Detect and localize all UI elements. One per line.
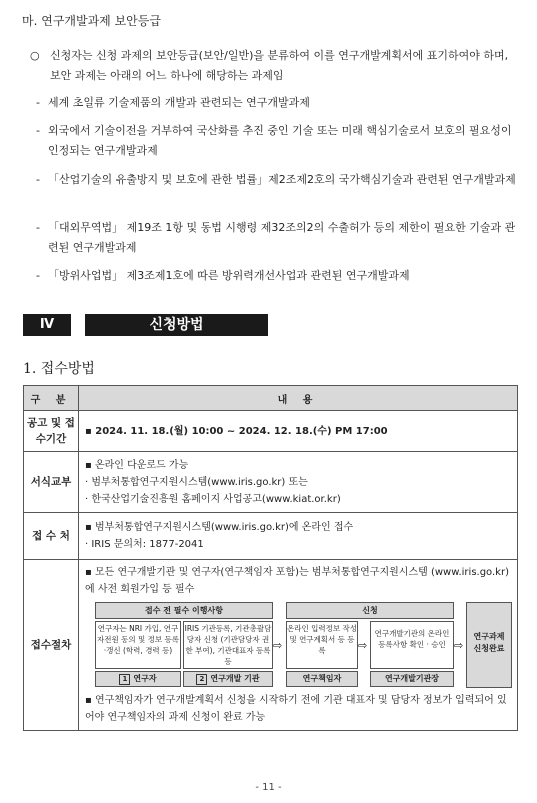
flow-footer-lead: 연구책임자 (286, 671, 358, 687)
row-label-proc: 접수절차 (24, 560, 79, 731)
header-category: 구 분 (24, 386, 79, 411)
form-content: ▪ 온라인 다운로드 가능 · 범부처통합연구지원시스템(www.iris.go.kr) 또는 · 한국산업기술진흥원 홈페이지 사업공고(www.kiat.or.kr) (79, 452, 518, 513)
flow-box-institution: IRIS 기관등록, 기관총괄담당자 신청 (기관담당자 권한 부여), 기관대표자 등록 등 (183, 621, 273, 669)
flow-final-box: 연구과제 신청완료 (466, 602, 512, 688)
table-row (24, 452, 518, 513)
flow-arrow: ⇨ (273, 639, 283, 652)
flow-box-input: 온라인 입력정보 작성 및 연구계획서 등 등록 (286, 621, 358, 669)
chapter-number: Ⅳ (23, 314, 71, 336)
page-number: - 11 - (255, 782, 282, 793)
section-title: 마. 연구개발과제 보안등급 (22, 14, 161, 28)
row-label-submit: 접 수 처 (24, 513, 79, 560)
circle-bullet: ○ (30, 49, 40, 62)
flow-box-researcher: 연구자는 NRI 가입, 연구자전원 동의 및 정보 등록·갱신 (학력, 경력 등) (95, 621, 181, 669)
table-row (24, 513, 518, 560)
flow-header-pre: 접수 전 필수 이행사항 (95, 602, 273, 619)
flow-arrow: ⇨ (454, 639, 464, 652)
flow-footer-institution: 2 연구개발 기관 (183, 671, 273, 687)
table-row (24, 411, 518, 452)
submit-content: ▪ 범부처통합연구지원시스템(www.iris.go.kr)에 온라인 접수 · IRIS 문의처: 1877-2041 (79, 513, 518, 560)
table-row (24, 560, 518, 731)
flow-footer-head: 연구개발기관장 (370, 671, 454, 687)
chapter-title: 신청방법 (85, 314, 268, 336)
row-label-form: 서식교부 (24, 452, 79, 513)
header-content: 내 용 (79, 386, 518, 411)
row-label-period: 공고 및 접수기간 (24, 411, 79, 452)
subsection-title: 1. 접수방법 (23, 361, 95, 377)
flow-header-apply: 신청 (286, 602, 454, 619)
period-text: ▪ 2024. 11. 18.(월) 10:00 ~ 2024. 12. 18.(수) PM 17:00 (79, 411, 518, 452)
proc-content: ▪ 모든 연구개발기관 및 연구자(연구책임자 포함)는 범부처통합연구지원시스템 (www.iris.go.kr)에 사전 회원가입 등 필수 접수 전 필수 이행사항 신청 연구자는 NRI 가입, 연구자전원 동의 및 정보 등록·갱신 (학력, 경력 등) IRIS 기관등록, 기관총괄담당자 신청 (기관담당자 권한 부여), 기관대표자 등록 등 ⇨ 온라인 입력정보 작성 및 연구계획서 등 등록 ⇨ 연구개발기관의 온라인 등록사항 확인 · 승인 ⇨ 연구과제 신청완료 1 연구자 2 연구개발 기관 연구책임자 연구개발기관장 ▪ 연구책임자가 연구개발계획서 신청을 시작하기 전에 기관 대표자 및 담당자 정보가 입력되어 있어야 연구책임자의 과제 신청이 완료 가능 (79, 560, 518, 731)
process-flow-diagram (95, 602, 511, 688)
table-header-row (24, 386, 518, 411)
flow-footer-researcher: 1 연구자 (95, 671, 181, 687)
flow-box-approve: 연구개발기관의 온라인 등록사항 확인 · 승인 (370, 621, 454, 669)
proc-note: ▪ 연구책임자가 연구개발계획서 신청을 시작하기 전에 기관 대표자 및 담당자 정보가 입력되어 있어야 연구책임자의 과제 신청이 완료 가능 (85, 695, 507, 723)
application-table (23, 385, 518, 731)
flow-arrow: ⇨ (358, 639, 368, 652)
intro-text: 신청자는 신청 과제의 보안등급(보안/일반)을 분류하여 이를 연구개발계획서에 표기하여야 하며, 보안 과제는 아래의 어느 하나에 해당하는 과제임 (50, 49, 509, 82)
